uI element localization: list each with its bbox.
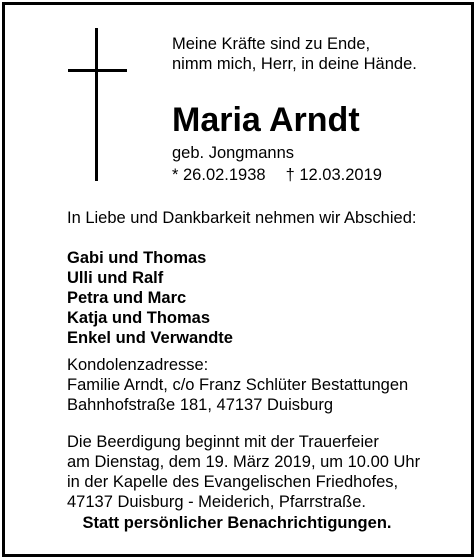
condolence-label: Kondolenzadresse: xyxy=(67,356,209,374)
deceased-name: Maria Arndt xyxy=(172,101,360,139)
birth-date: * 26.02.1938 xyxy=(172,166,266,184)
death-date: † 12.03.2019 xyxy=(285,166,382,184)
mourner-item: Katja und Thomas xyxy=(67,309,211,327)
verse-line-1: Meine Kräfte sind zu Ende, xyxy=(172,35,371,53)
life-dates xyxy=(172,165,382,185)
cross-vertical-bar xyxy=(95,28,98,181)
condolence-line: Familie Arndt, c/o Franz Schlüter Bestattungen xyxy=(67,376,409,394)
maiden-name: geb. Jongmanns xyxy=(172,144,295,162)
condolence-address xyxy=(67,355,408,415)
condolence-line: Bahnhofstraße 181, 47137 Duisburg xyxy=(67,396,334,414)
mourner-item: Enkel und Verwandte xyxy=(67,329,233,347)
farewell-text: In Liebe und Dankbarkeit nehmen wir Abschied: xyxy=(67,209,417,227)
footer-note: Statt persönlicher Benachrichtigungen. xyxy=(82,514,392,532)
funeral-info xyxy=(67,432,420,512)
funeral-line: Die Beerdigung beginnt mit der Trauerfeier xyxy=(67,433,379,451)
verse xyxy=(172,34,417,74)
funeral-line: in der Kapelle des Evangelischen Friedhofes, xyxy=(67,473,399,491)
mourners-list xyxy=(67,248,233,348)
mourner-item: Gabi und Thomas xyxy=(67,249,207,267)
mourner-item: Petra und Marc xyxy=(67,289,187,307)
cross-horizontal-bar xyxy=(68,69,127,72)
verse-line-2: nimm mich, Herr, in deine Hände. xyxy=(172,55,417,73)
mourner-item: Ulli und Ralf xyxy=(67,269,164,287)
funeral-line: am Dienstag, dem 19. März 2019, um 10.00 Uhr xyxy=(67,453,421,471)
funeral-line: 47137 Duisburg - Meiderich, Pfarrstraße. xyxy=(67,493,366,511)
